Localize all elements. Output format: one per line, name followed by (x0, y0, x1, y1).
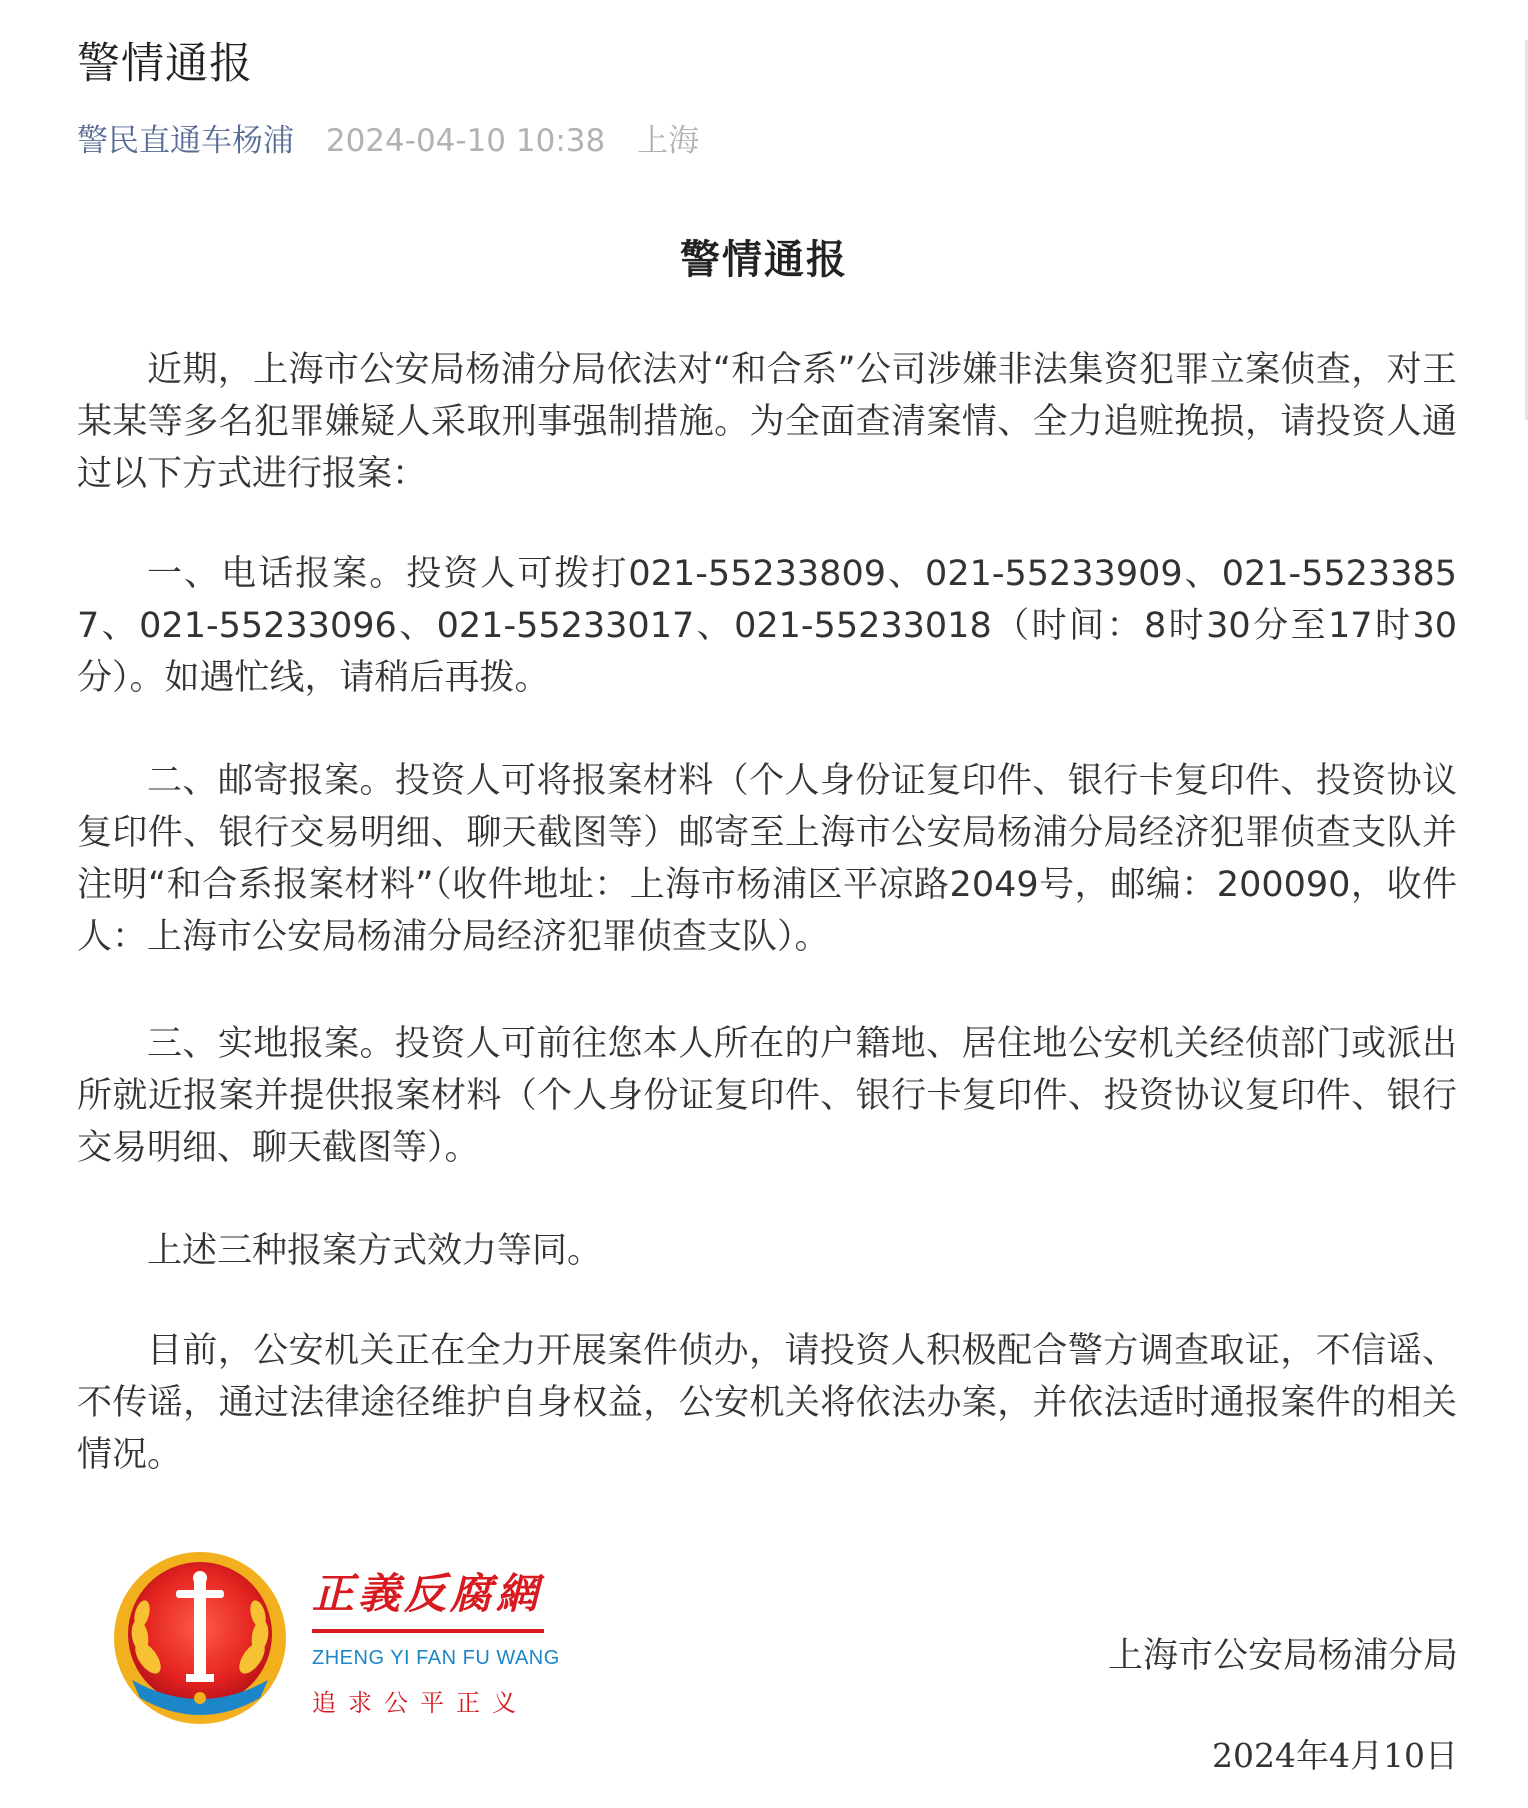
watermark-brand (312, 1567, 560, 1725)
signature-organization: 上海市公安局杨浦分局 (1107, 1636, 1458, 1676)
paragraph-equal-effect: 上述三种报案方式效力等同。 (147, 1231, 603, 1271)
publish-location: 上海 (637, 123, 700, 159)
brand-divider (312, 1629, 544, 1633)
article-meta (77, 118, 699, 164)
brand-name-cn: 正義反腐網 (312, 1569, 543, 1618)
paragraph-closing: 目前，公安机关正在全力开展案件侦办，请投资人积极配合警方调查取证，不信谣、不传谣，通过法律途径维护自身权益，公安机关将依法办案，并依法适时通报案件的相关情况。 (77, 1331, 1457, 1475)
account-name-link[interactable]: 警民直通车杨浦 (77, 123, 294, 159)
brand-slogan: 追求公平正义 (312, 1689, 528, 1717)
brand-name-en: ZHENG YI FAN FU WANG (312, 1647, 560, 1669)
article-heading: 警情通报 (680, 237, 848, 283)
emblem-icon (110, 1548, 290, 1728)
signature-date: 2024年4月10日 (1212, 1736, 1458, 1775)
paragraph-phone-report: 一、电话报案。投资人可拨打021-55233809、021-55233909、021-55233857、021-55233096、021-55233017、021-55233018（时间：8时30分至17时30分）。如遇忙线，请稍后再拨。 (77, 554, 1457, 698)
paragraph-mail-report: 二、邮寄报案。投资人可将报案材料（个人身份证复印件、银行卡复印件、投资协议复印件、银行交易明细、聊天截图等）邮寄至上海市公安局杨浦分局经济犯罪侦查支队并注明“和合系报案材料”（收件地址：上海市杨浦区平凉路2049号，邮编：200090，收件人：上海市公安局杨浦分局经济犯罪侦查支队）。 (77, 761, 1457, 957)
publish-date: 2024-04-10 10:38 (325, 123, 606, 159)
paragraph-onsite-report: 三、实地报案。投资人可前往您本人所在的户籍地、居住地公安机关经侦部门或派出所就近报案并提供报案材料（个人身份证复印件、银行卡复印件、投资协议复印件、银行交易明细、聊天截图等）。 (77, 1024, 1457, 1168)
paragraph-intro: 近期，上海市公安局杨浦分局依法对“和合系”公司涉嫌非法集资犯罪立案侦查，对王某某等多名犯罪嫌疑人采取刑事强制措施。为全面查清案情、全力追赃挽损，请投资人通过以下方式进行报案： (77, 350, 1457, 494)
page-title: 警情通报 (77, 39, 253, 89)
